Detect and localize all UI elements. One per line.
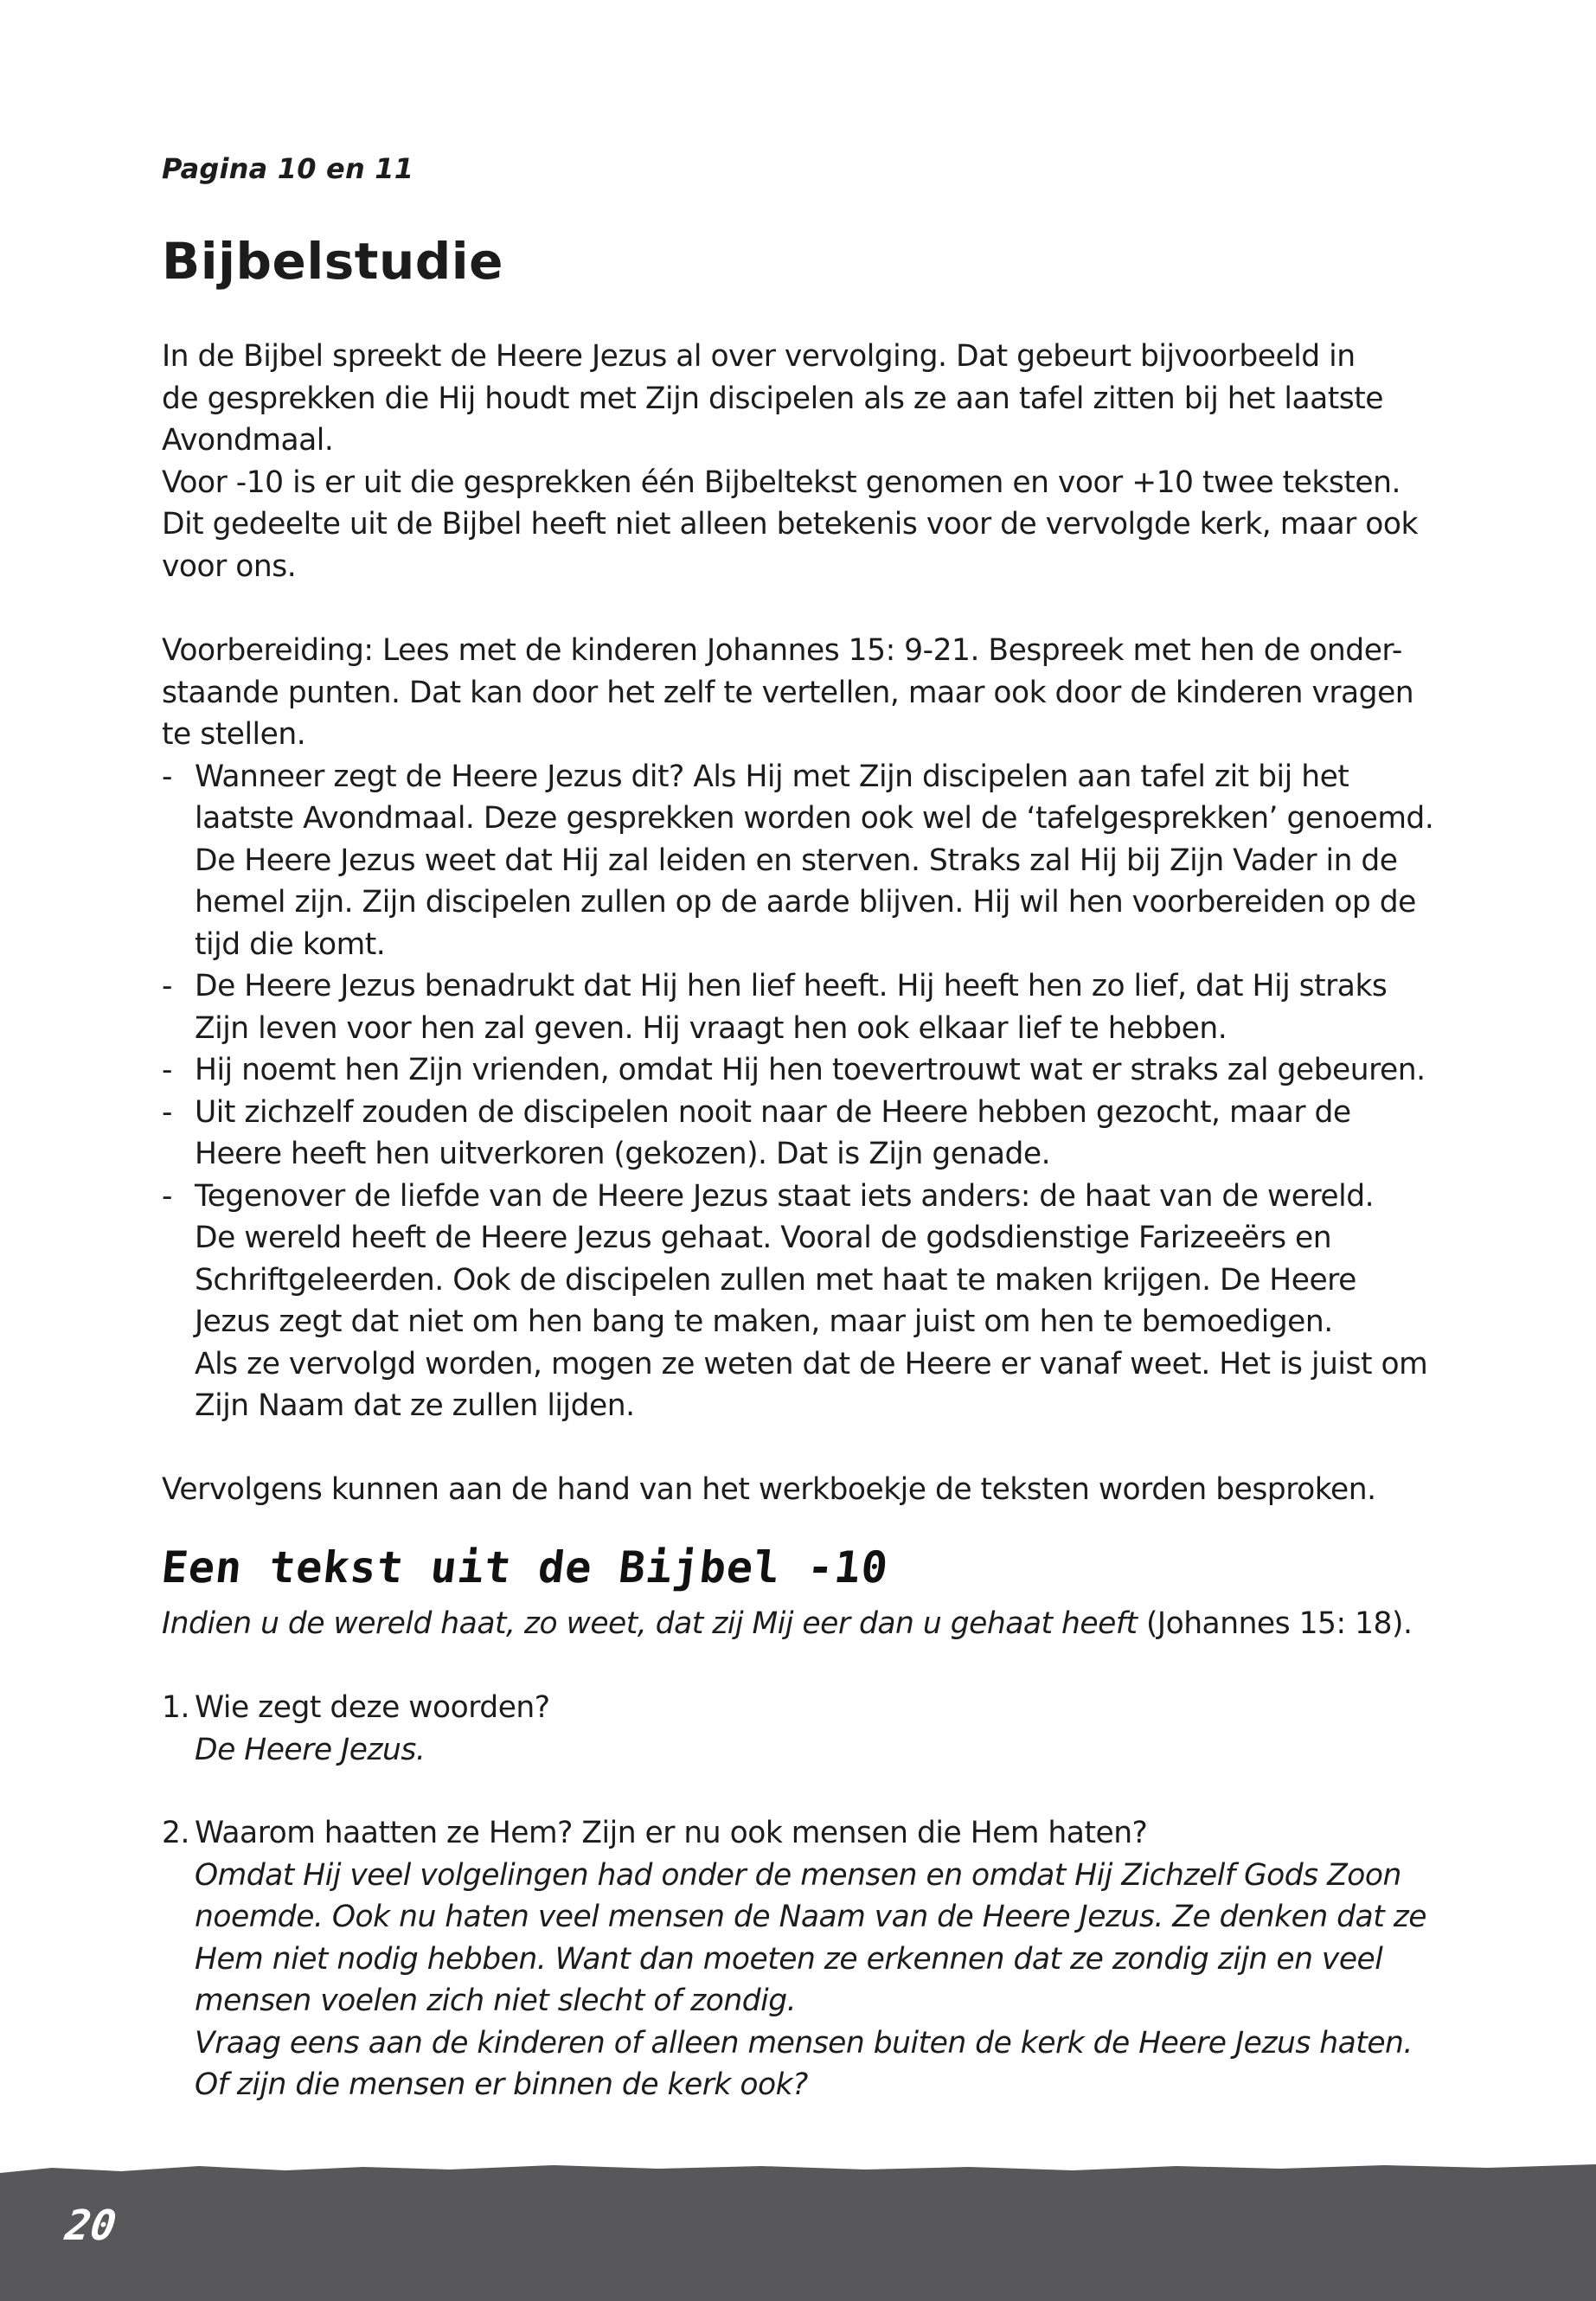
quote-text: Indien u de wereld haat, zo weet, dat zij Mij eer dan u gehaat heeft: [162, 1606, 1138, 1641]
bullet-item: [162, 756, 1477, 966]
question-text: Wie zegt deze woorden?: [195, 1690, 550, 1725]
bullet-line: De Heere Jezus weet dat Hij zal leiden en sterven. Straks zal Hij bij Zijn Vader in de: [195, 843, 1398, 878]
page-number: 20: [62, 2202, 119, 2250]
subheading: Een tekst uit de Bijbel -10: [158, 1542, 891, 1593]
bullet-line: Jezus zegt dat niet om hen bang te maken, maar juist om hen te bemoedigen.: [195, 1304, 1333, 1339]
intro-line: de gesprekken die Hij houdt met Zijn discipelen als ze aan tafel zitten bij het laatste: [162, 381, 1383, 416]
bullet-dash: -: [162, 759, 172, 794]
intro-line: In de Bijbel spreekt de Heere Jezus al over vervolging. Dat gebeurt bijvoorbeeld in: [162, 339, 1356, 374]
preparation-line: staande punten. Dat kan door het zelf te vertellen, maar ook door de kinderen vragen: [162, 675, 1414, 710]
bible-quote: [162, 1603, 1494, 1645]
intro-line: Dit gedeelte uit de Bijbel heeft niet alleen betekenis voor de vervolgde kerk, maar ook: [162, 507, 1418, 542]
preparation-line: Voorbereiding: Lees met de kinderen Johannes 15: 9-21. Bespreek met hen de onder-: [162, 633, 1402, 668]
bullet-item: [162, 1049, 1477, 1092]
page-label: Pagina 10 en 11: [162, 152, 414, 185]
bullet-item: [162, 965, 1477, 1049]
bullet-line: Uit zichzelf zouden de discipelen nooit naar de Heere hebben gezocht, maar de: [195, 1094, 1351, 1130]
bullet-item: [162, 1176, 1477, 1427]
intro-line: voor ons.: [162, 548, 297, 584]
bullet-line: Zijn leven voor hen zal geven. Hij vraagt hen ook elkaar lief te hebben.: [195, 1010, 1227, 1046]
bullet-line: De wereld heeft de Heere Jezus gehaat. Vooral de godsdienstige Farizeeërs en: [195, 1221, 1332, 1255]
answer-line: De Heere Jezus.: [195, 1732, 426, 1767]
answer-line: Omdat Hij veel volgelingen had onder de mensen en omdat Hij Zichzelf Gods Zoon: [195, 1857, 1401, 1893]
answer-line: Of zijn die mensen er binnen de kerk ook?: [195, 2067, 808, 2102]
bullet-dash: -: [162, 1094, 172, 1130]
bullet-dash: -: [162, 969, 172, 1003]
bullet-line: laatste Avondmaal. Deze gesprekken worden ook wel de ‘tafelgesprekken’ genoemd.: [195, 801, 1434, 836]
preparation-line: te stellen.: [162, 717, 306, 752]
question-text: Waarom haatten ze Hem? Zijn er nu ook mensen die Hem haten?: [195, 1816, 1148, 1850]
answer-line: mensen voelen zich niet slecht of zondig.: [195, 1984, 797, 2018]
bullet-dash: -: [162, 1053, 172, 1087]
bullet-item: [162, 1092, 1477, 1176]
closing-paragraph: Vervolgens kunnen aan de hand van het werkboekje de teksten worden besproken.: [162, 1472, 1376, 1507]
question-number: 1.: [162, 1690, 189, 1725]
bullet-line: Als ze vervolgd worden, mogen ze weten dat de Heere er vanaf weet. Het is juist om: [195, 1346, 1428, 1381]
question-block: [162, 1812, 1494, 2106]
bullet-line: Heere heeft hen uitverkoren (gekozen). Dat is Zijn genade.: [195, 1137, 1051, 1171]
bullet-line: Schriftgeleerden. Ook de discipelen zullen met haat te maken krijgen. De Heere: [195, 1262, 1356, 1298]
section-title: Bijbelstudie: [162, 232, 503, 291]
bullet-line: tijd die komt.: [195, 926, 386, 962]
footer-band-shape: [0, 2164, 1596, 2301]
bullet-line: Hij noemt hen Zijn vrienden, omdat Hij hen toevertrouwt wat er straks zal gebeuren.: [195, 1053, 1426, 1087]
preparation-section: [162, 630, 1477, 1511]
bullet-line: Tegenover de liefde van de Heere Jezus staat iets anders: de haat van de wereld.: [195, 1178, 1375, 1214]
intro-paragraph: [162, 336, 1477, 587]
bullet-line: De Heere Jezus benadrukt dat Hij hen lief heeft. Hij heeft hen zo lief, dat Hij straks: [195, 969, 1388, 1003]
answer-line: Vraag eens aan de kinderen of alleen mensen buiten de kerk de Heere Jezus haten.: [195, 2025, 1413, 2061]
footer-band: [0, 2128, 1596, 2301]
quote-reference: (Johannes 15: 18).: [1137, 1606, 1413, 1641]
intro-line: Voor -10 is er uit die gesprekken één Bijbeltekst genomen en voor +10 twee teksten.: [162, 465, 1401, 500]
answer-line: Hem niet nodig hebben. Want dan moeten ze erkennen dat ze zondig zijn en veel: [195, 1941, 1383, 1977]
answer-line: noemde. Ook nu haten veel mensen de Naam van de Heere Jezus. Ze denken dat ze: [195, 1900, 1427, 1934]
intro-line: Avondmaal.: [162, 423, 334, 458]
bullet-line: hemel zijn. Zijn discipelen zullen op de aarde blijven. Hij wil hen voorbereiden op de: [195, 885, 1416, 920]
bullet-line: Zijn Naam dat ze zullen lijden.: [195, 1388, 635, 1423]
question-number: 2.: [162, 1816, 189, 1850]
bullet-line: Wanneer zegt de Heere Jezus dit? Als Hij met Zijn discipelen aan tafel zit bij het: [195, 759, 1349, 794]
question-block: [162, 1687, 1494, 1771]
bullet-dash: -: [162, 1178, 172, 1214]
